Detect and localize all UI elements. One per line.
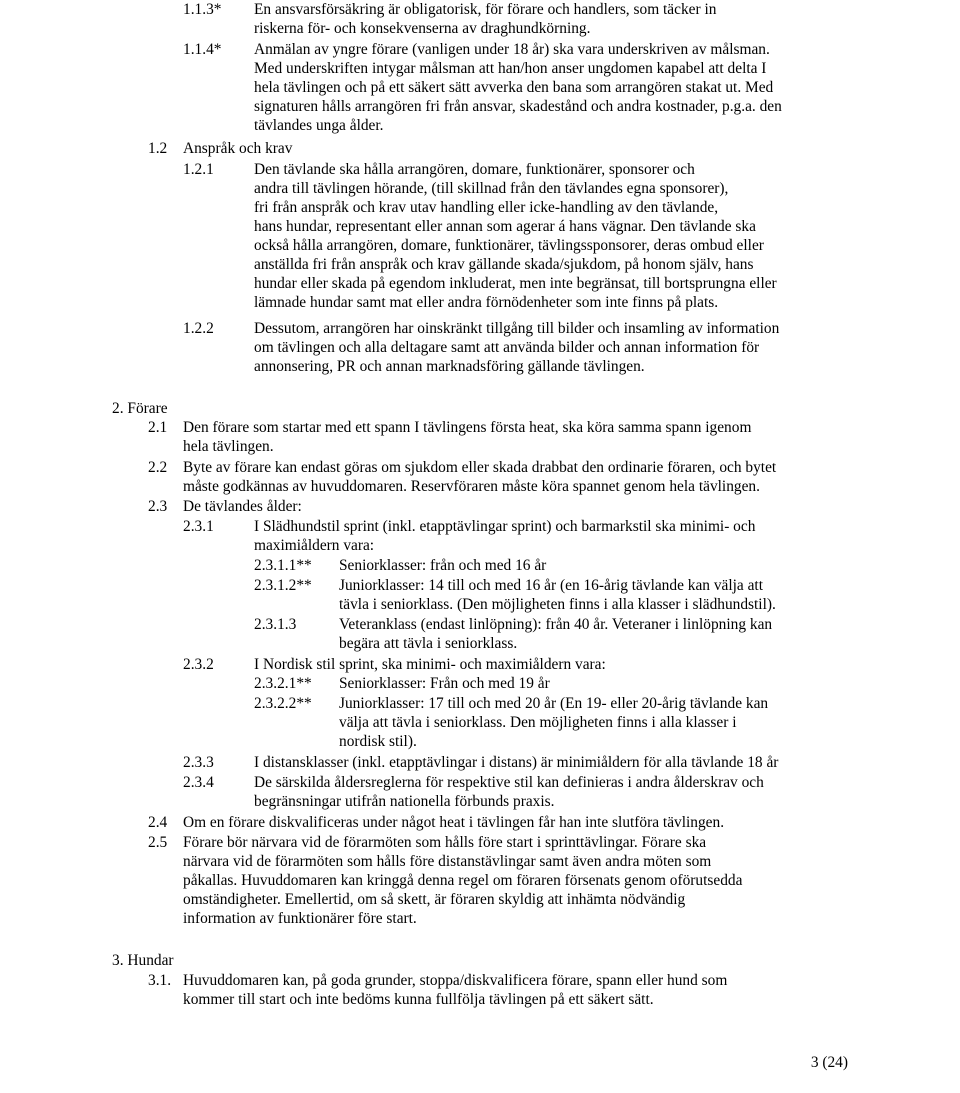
text-line: Huvuddomaren kan, på goda grunder, stoppa/diskvalificera förare, spann eller hund som [183, 972, 728, 989]
text-line: tävlandes unga ålder. [254, 117, 384, 134]
text-line: De tävlandes ålder: [183, 498, 302, 515]
section-number: 2.3.4 [183, 774, 214, 791]
text-line: Med underskriften intygar målsman att han/hon anser ungdomen kapabel att delta I [254, 60, 767, 77]
chapter-3-heading: 3. Hundar [112, 952, 174, 969]
text-line: Seniorklasser: Från och med 19 år [339, 675, 550, 692]
section-number: 2.3.1.3 [254, 616, 297, 633]
text-line: De särskilda åldersreglerna för respektive stil kan definieras i andra ålderskrav och [254, 774, 764, 791]
text-line: kommer till start och inte bedöms kunna fullfölja tävlingen på ett säkert sätt. [183, 991, 654, 1008]
section-number: 1.2 [148, 140, 168, 157]
section-number: 2.3.1 [183, 518, 214, 535]
section-number: 3.1. [148, 972, 172, 989]
text-line: anställda fri från anspråk och krav gällande skada/sjukdom, på honom själv, hans [254, 256, 754, 273]
text-line: annonsering, PR och annan marknadsföring gällande tävlingen. [254, 358, 645, 375]
text-line: närvara vid de förarmöten som hålls före distanstävlingar samt även andra möten som [183, 853, 712, 870]
text-line: Dessutom, arrangören har oinskränkt tillgång till bilder och insamling av information [254, 320, 780, 337]
text-line: Den tävlande ska hålla arrangören, domare, funktionärer, sponsorer och [254, 161, 695, 178]
text-line: Anmälan av yngre förare (vanligen under 18 år) ska vara underskriven av målsman. [254, 41, 770, 58]
text-line: begära att tävla i seniorklass. [339, 635, 518, 652]
text-line: påkallas. Huvuddomaren kan kringgå denna regel om föraren försenats genom oförutsedda [183, 872, 743, 889]
text-line: Seniorklasser: från och med 16 år [339, 557, 547, 574]
section-number: 2.5 [148, 834, 168, 851]
section-number: 1.1.3* [183, 1, 222, 18]
text-line: Den förare som startar med ett spann I tävlingens första heat, ska köra samma spann igenom [183, 419, 752, 436]
section-number: 1.2.2 [183, 320, 214, 337]
chapter-2-heading: 2. Förare [112, 400, 168, 417]
section-number: 2.3 [148, 498, 168, 515]
section-number: 2.3.1.1** [254, 557, 312, 574]
text-line: begränsningar utifrån nationella förbunds praxis. [254, 793, 555, 810]
text-line: Byte av förare kan endast göras om sjukdom eller skada drabbat den ordinarie föraren, och bytet [183, 459, 777, 476]
section-number: 2.3.1.2** [254, 577, 312, 594]
section-number: 2.2 [148, 459, 168, 476]
text-line: information av funktionärer före start. [183, 910, 417, 927]
text-line: hela tävlingen. [183, 438, 274, 455]
section-number: 2.3.2.1** [254, 675, 312, 692]
text-line: hundar eller skada på egendom inkluderat, men inte begränsat, till bortsprungna eller [254, 275, 777, 292]
text-line: maximiåldern vara: [254, 537, 375, 554]
section-number: 2.3.2.2** [254, 695, 312, 712]
text-line: riskerna för- och konsekvenserna av draghundkörning. [254, 20, 591, 37]
text-line: signaturen hålls arrangören fri från ansvar, skadestånd och andra kostnader, p.g.a. den [254, 98, 782, 115]
page-number: 3 (24) [810, 1054, 848, 1071]
text-line: nordisk stil). [339, 733, 417, 750]
section-number: 2.1 [148, 419, 168, 436]
section-number: 2.3.3 [183, 754, 214, 771]
text-line: Veteranklass (endast linlöpning): från 40 år. Veteraner i linlöpning kan [339, 616, 773, 633]
section-number: 2.3.2 [183, 656, 214, 673]
text-line: hela tävlingen och på ett säkert sätt avverka den bana som arrangören stakat ut. Med [254, 79, 774, 96]
section-number: 1.2.1 [183, 161, 214, 178]
text-line: I distansklasser (inkl. etapptävlingar i distans) är minimiåldern för alla tävlande 18 år [254, 754, 779, 771]
text-line: fri från anspråk och krav utav handling eller icke-handling av den tävlande, [254, 199, 719, 216]
text-line: omständigheter. Emellertid, om så skett, är föraren skyldig att inhämta nödvändig [183, 891, 686, 908]
text-line: I Nordisk stil sprint, ska minimi- och maximiåldern vara: [254, 656, 606, 673]
text-line: om tävlingen och alla deltagare samt att använda bilder och annan information för [254, 339, 760, 356]
text-line: välja att tävla i seniorklass. Den möjligheten finns i alla klasser i [339, 714, 737, 731]
text-line: Juniorklasser: 17 till och med 20 år (En 19- eller 20-årig tävlande kan [339, 695, 769, 712]
text-line: tävla i seniorklass. (Den möjligheten finns i alla klasser i slädhundstil). [339, 596, 776, 613]
text-line: lämnade hundar samt mat eller andra förnödenheter som inte finns på plats. [254, 294, 719, 311]
section-title: Anspråk och krav [183, 140, 293, 157]
text-line: också hålla arrangören, domare, funktionärer, tävlingssponsorer, deras ombud eller [254, 237, 764, 254]
section-number: 2.4 [148, 814, 168, 831]
text-line: hans hundar, representant eller annan som agerar á hans vägnar. Den tävlande ska [254, 218, 756, 235]
text-line: måste godkännas av huvuddomaren. Reservföraren måste köra spannet genom hela tävlingen. [183, 478, 760, 495]
text-line: Om en förare diskvalificeras under något heat i tävlingen får han inte slutföra tävlingen. [183, 814, 725, 831]
text-line: Förare bör närvara vid de förarmöten som hålls före start i sprinttävlingar. Förare ska [183, 834, 707, 851]
text-line: I Slädhundstil sprint (inkl. etapptävlingar sprint) och barmarkstil ska minimi- och [254, 518, 756, 535]
text-line: Juniorklasser: 14 till och med 16 år (en 16-årig tävlande kan välja att [339, 577, 763, 594]
text-line: En ansvarsförsäkring är obligatorisk, för förare och handlers, som täcker in [254, 1, 717, 18]
text-line: andra till tävlingen hörande, (till skillnad från den tävlandes egna sponsorer), [254, 180, 729, 197]
section-number: 1.1.4* [183, 41, 222, 58]
